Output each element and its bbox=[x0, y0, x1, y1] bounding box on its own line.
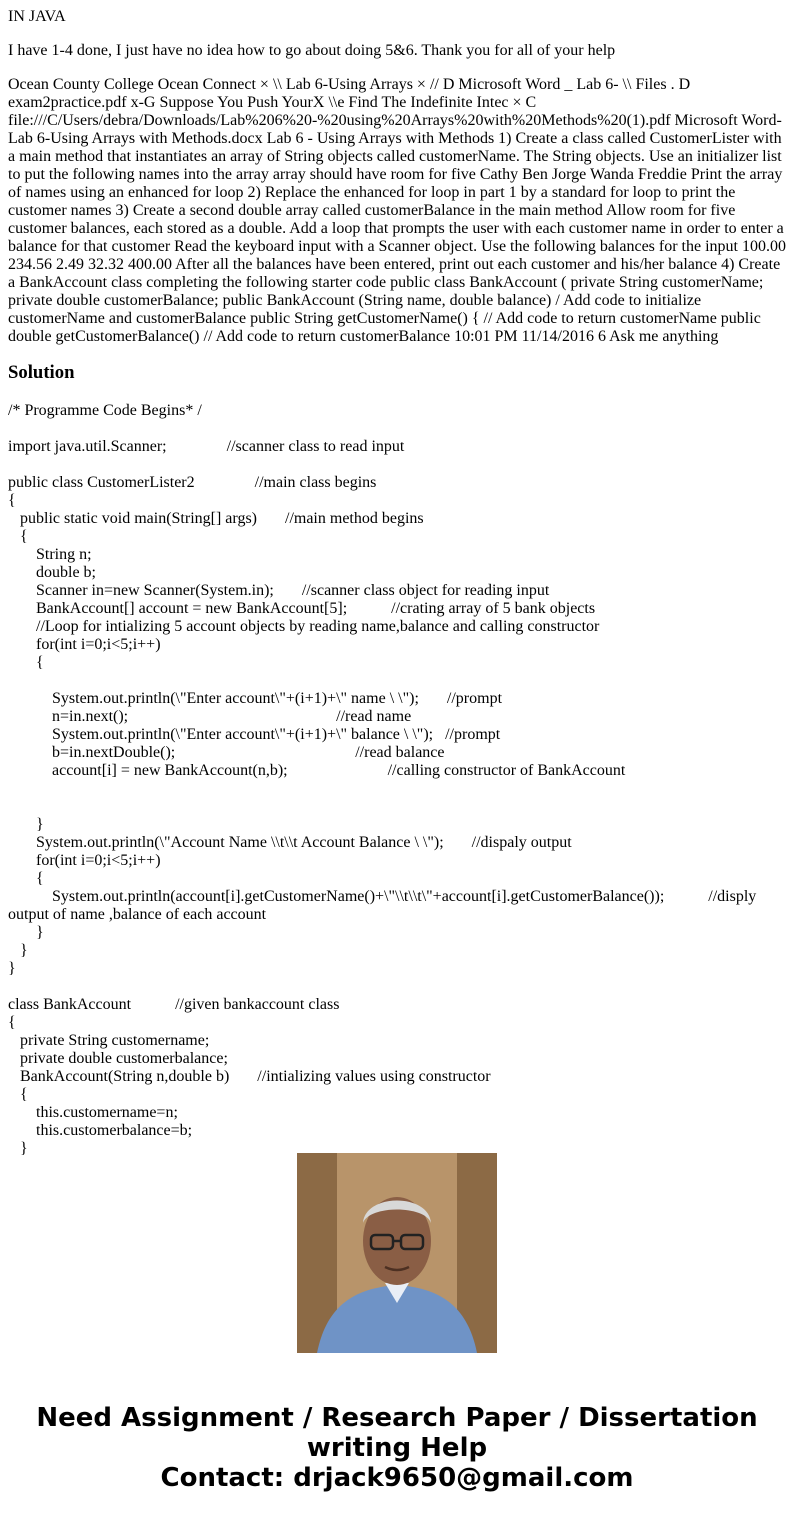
code-line bbox=[8, 420, 788, 438]
code-line: System.out.println(\"Account Name \\t\\t Account Balance \ \"); //dispaly output bbox=[8, 834, 572, 851]
code-line: Scanner in=new Scanner(System.in); //scanner class object for reading input bbox=[8, 582, 550, 599]
code-line: //Loop for intializing 5 account objects by reading name,balance and calling constructor bbox=[8, 618, 600, 635]
code-line: /* Programme Code Begins* / bbox=[8, 402, 202, 419]
code-line bbox=[8, 978, 788, 996]
code-line bbox=[8, 780, 788, 798]
question-title: IN JAVA bbox=[8, 8, 66, 25]
solution-heading: Solution bbox=[8, 362, 75, 383]
code-line: BankAccount(String n,double b) //intializing values using constructor bbox=[8, 1068, 491, 1085]
author-photo-icon bbox=[297, 1153, 497, 1353]
code-line: { bbox=[8, 870, 44, 887]
code-line: for(int i=0;i<5;i++) bbox=[8, 636, 161, 653]
code-line: } bbox=[8, 924, 44, 941]
code-line: public static void main(String[] args) //main method begins bbox=[8, 510, 424, 527]
code-line: this.customerbalance=b; bbox=[8, 1122, 193, 1139]
solution-code bbox=[8, 402, 788, 1157]
code-line: class BankAccount //given bankaccount class bbox=[8, 996, 340, 1013]
code-line: } bbox=[8, 960, 16, 977]
code-line: { bbox=[8, 492, 16, 509]
code-line: String n; bbox=[8, 546, 92, 563]
code-line: { bbox=[8, 1086, 28, 1103]
contact-footer bbox=[0, 1403, 794, 1493]
code-line: for(int i=0;i<5;i++) bbox=[8, 852, 161, 869]
footer-headline: Need Assignment / Research Paper / Dissertation writing Help bbox=[36, 1403, 758, 1463]
code-line: this.customername=n; bbox=[8, 1104, 178, 1121]
code-line bbox=[8, 456, 788, 474]
code-line: public class CustomerLister2 //main class begins bbox=[8, 474, 377, 491]
code-line: } bbox=[8, 942, 28, 959]
code-line: double b; bbox=[8, 564, 96, 581]
code-line: System.out.println(\"Enter account\"+(i+1)+\" balance \ \"); //prompt bbox=[8, 726, 501, 743]
code-line bbox=[8, 798, 788, 816]
code-line: import java.util.Scanner; //scanner class to read input bbox=[8, 438, 405, 455]
question-note: I have 1-4 done, I just have no idea how to go about doing 5&6. Thank you for all of your help bbox=[8, 42, 616, 59]
author-avatar bbox=[297, 1153, 497, 1353]
code-line: { bbox=[8, 1014, 16, 1031]
code-line: b=in.nextDouble(); //read balance bbox=[8, 744, 445, 761]
code-line: { bbox=[8, 528, 28, 545]
code-line: private double customerbalance; bbox=[8, 1050, 228, 1067]
code-line: BankAccount[] account = new BankAccount[5]; //crating array of 5 bank objects bbox=[8, 600, 596, 617]
code-line: System.out.println(account[i].getCustomerName()+\"\\t\\t\"+account[i].getCustomerBalance()); //disply output of name ,balance of each account bbox=[8, 888, 761, 923]
code-line: account[i] = new BankAccount(n,b); //calling constructor of BankAccount bbox=[8, 762, 626, 779]
code-line: } bbox=[8, 1140, 28, 1157]
code-line: private String customername; bbox=[8, 1032, 210, 1049]
question-body: Ocean County College Ocean Connect × \\ Lab 6-Using Arrays × // D Microsoft Word _ Lab 6- \\ Files . D exam2practice.pdf x-G Suppose You Push YourX \\e Find The Indefinite Intec × C file:///C/Users/debra/Downloads/Lab%206%20-%20using%20Arrays%20with%20Methods%20(1).pdf Microsoft Word- Lab 6-Using Arrays with Methods.docx Lab 6 - Using Arrays with Methods 1) Create a class called CustomerLister with a main method that instantiates an array of String objects called customerName. The String objects. Use an initializer list to put the following names into the array array should have room for five Cathy Ben Jorge Wanda Freddie Print the array of names using an enhanced for loop 2) Replace the enhanced for loop in part 1 by a standard for loop to print the customer names 3) Create a second double array called customerBalance in the main method Allow room for five customer balances, each stored as a double. Add a loop that prompts the user with each customer name in order to enter a balance for that customer Read the keyboard input with a Scanner object. Use the following balances for the input 100.00 234.56 2.49 32.32 400.00 After all the balances have been entered, print out each customer and his/her balance 4) Create a BankAccount class completing the following starter code public class BankAccount ( private String customerName; private double customerBalance; public BankAccount (String name, double balance) / Add code to initialize customerName and customerBalance public String getCustomerName() { // Add code to return customerName public double getCustomerBalance() // Add code to return customerBalance 10:01 PM 11/14/2016 6 Ask me anything bbox=[8, 76, 786, 345]
code-line: n=in.next(); //read name bbox=[8, 708, 412, 725]
code-line bbox=[8, 672, 788, 690]
code-line: { bbox=[8, 654, 44, 671]
document-page bbox=[8, 8, 788, 1157]
code-line: System.out.println(\"Enter account\"+(i+1)+\" name \ \"); //prompt bbox=[8, 690, 503, 707]
footer-contact: Contact: drjack9650@gmail.com bbox=[160, 1463, 634, 1493]
code-line: } bbox=[8, 816, 44, 833]
